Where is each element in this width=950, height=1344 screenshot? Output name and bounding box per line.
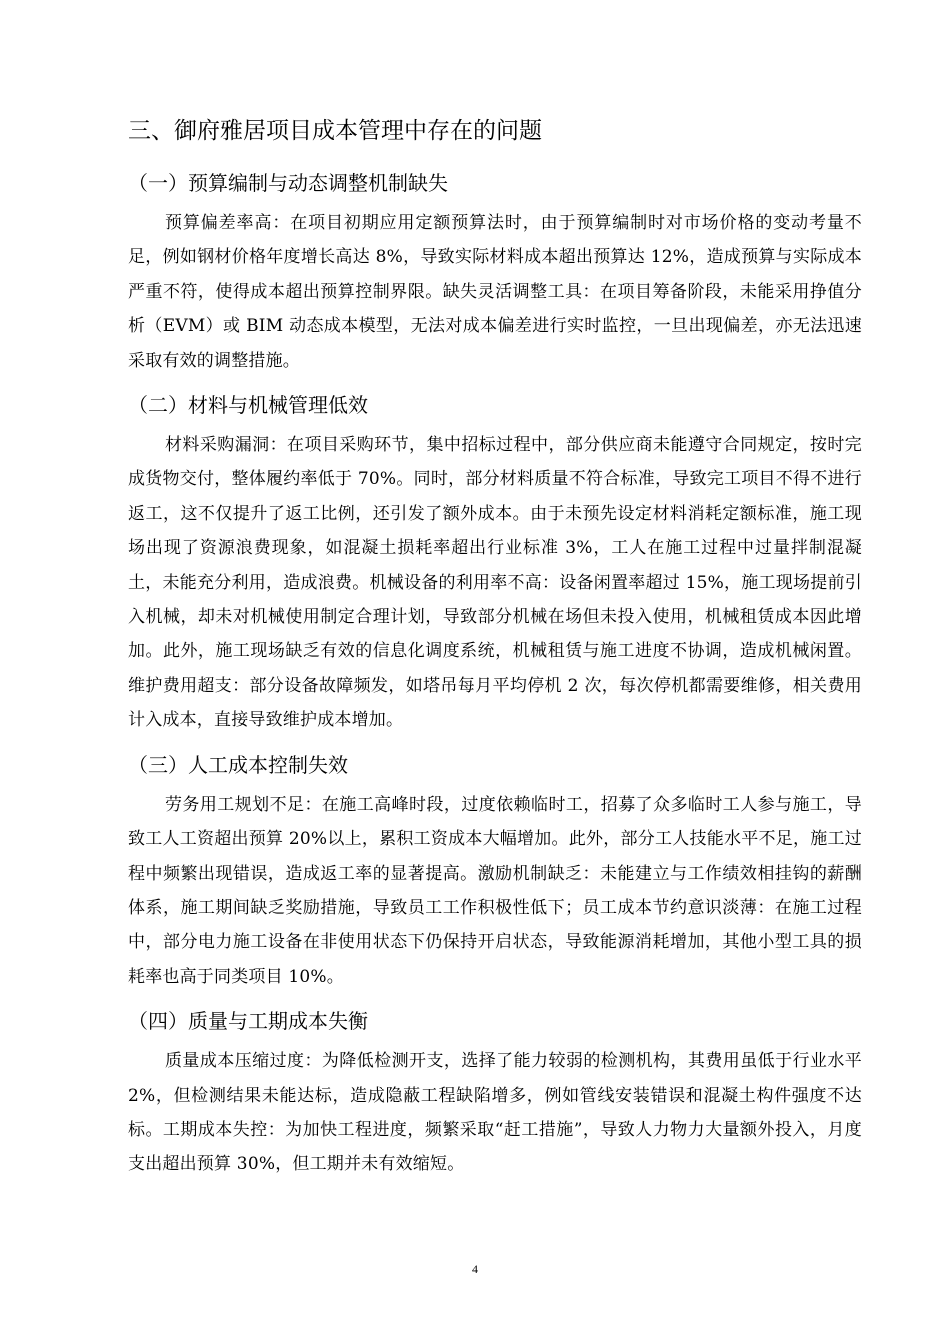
page-number: 4 xyxy=(472,1262,478,1276)
section-paragraph-1: 预算偏差率高：在项目初期应用定额预算法时，由于预算编制时对市场价格的变动考量不足，例如钢材价格年度增长高达 8%，导致实际材料成本超出预算达 12%，造成预算与实际成本严重不符，使得成本超出预算控制界限。缺失灵活调整工具：在项目筹备阶段，未能采用挣值分析（EVM）或 BIM 动态成本模型，无法对成本偏差进行实时监控，一旦出现偏差，亦无法迅速采取有效的调整措施。 xyxy=(128,213,862,371)
section-paragraph-4: 质量成本压缩过度：为降低检测开支，选择了能力较弱的检测机构，其费用虽低于行业水平 2%，但检测结果未能达标，造成隐蔽工程缺陷增多，例如管线安装错误和混凝土构件强度不达标。工期成本失控：为加快工程进度，频繁采取“赶工措施”，导致人力物力大量额外投入，月度支出超出预算 30%，但工期并未有效缩短。 xyxy=(128,1051,862,1175)
section-heading-1: （一）预算编制与动态调整机制缺失 xyxy=(128,171,448,195)
section-heading-4: （四）质量与工期成本失衡 xyxy=(128,1009,368,1034)
section-paragraph-3: 劳务用工规划不足：在施工高峰时段，过度依赖临时工，招募了众多临时工人参与施工，导致工人工资超出预算 20%以上，累积工资成本大幅增加。此外，部分工人技能水平不足，施工过程中频繁出现错误，造成返工率的显著提高。激励机制缺乏：未能建立与工作绩效相挂钩的薪酬体系，施工期间缺乏奖励措施，导致员工工作积极性低下；员工成本节约意识淡薄：在施工过程中，部分电力施工设备在非使用状态下仍保持开启状态，导致能源消耗增加，其他小型工具的损耗率也高于同类项目 10%。 xyxy=(128,794,862,987)
section-paragraph-2: 材料采购漏洞：在项目采购环节，集中招标过程中，部分供应商未能遵守合同规定，按时完成货物交付，整体履约率低于 70%。同时，部分材料质量不符合标准，导致完工项目不得不进行返工，这不仅提升了返工比例，还引发了额外成本。由于未预先设定材料消耗定额标准，施工现场出现了资源浪费现象，如混凝土损耗率超出行业标准 3%，工人在施工过程中过量拌制混凝土，未能充分利用，造成浪费。机械设备的利用率不高：设备闲置率超过 15%，施工现场提前引入机械，却未对机械使用制定合理计划，导致部分机械在场但未投入使用，机械租赁成本因此增加。此外，施工现场缺乏有效的信息化调度系统，机械租赁与施工进度不协调，造成机械闲置。维护费用超支：部分设备故障频发，如塔吊每月平均停机 2 次，每次停机都需要维修，相关费用计入成本，直接导致维护成本增加。 xyxy=(128,435,862,731)
section-heading-2: （二）材料与机械管理低效 xyxy=(128,393,368,418)
chapter-title: 三、御府雅居项目成本管理中存在的问题 xyxy=(128,118,542,144)
page-content xyxy=(128,112,862,1192)
section-heading-3: （三）人工成本控制失效 xyxy=(128,752,348,777)
